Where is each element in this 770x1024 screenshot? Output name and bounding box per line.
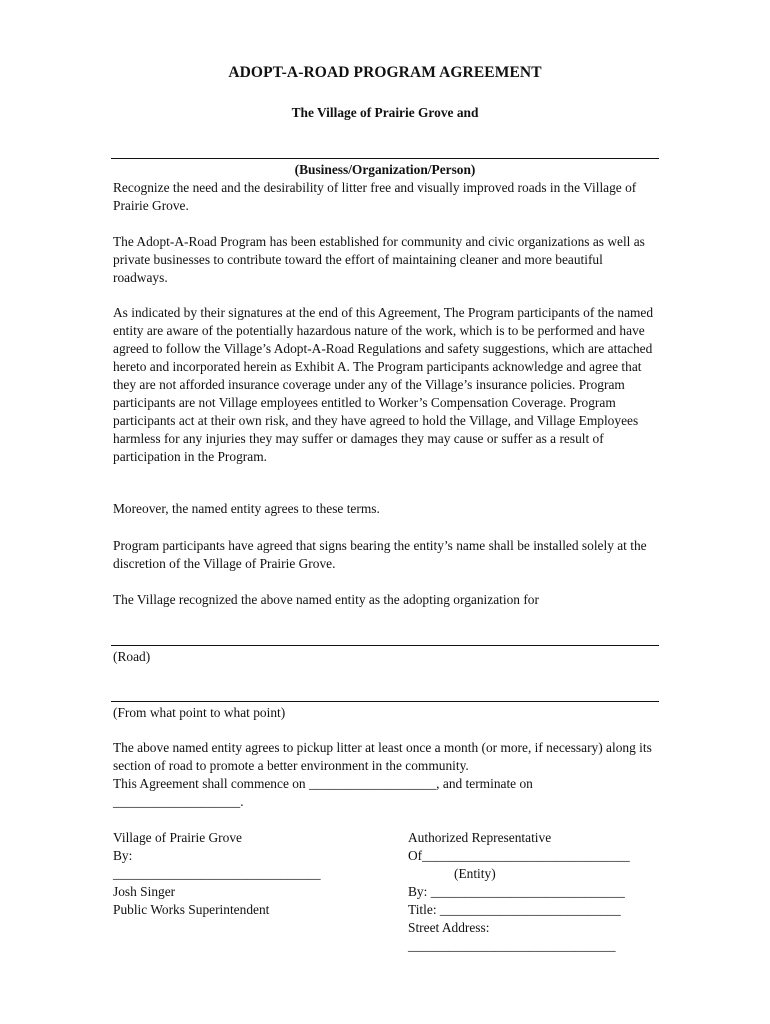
road-line[interactable] — [111, 645, 659, 646]
paragraph-program — [113, 233, 658, 287]
entity-heading: Authorized Representative — [408, 830, 552, 845]
entity-address-label: Street Address: — [408, 920, 490, 935]
paragraph-signs — [113, 537, 658, 573]
paragraph-text: Recognize the need and the desirability of litter free and visually improved roads in the Village of Prairie Grove. — [113, 180, 637, 213]
village-org: Village of Prairie Grove — [113, 830, 242, 845]
party-name-line[interactable] — [111, 158, 659, 159]
village-signature-line[interactable]: _______________________________ — [113, 866, 321, 881]
entity-by-line[interactable]: By: _____________________________ — [408, 884, 625, 899]
points-label: (From what point to what point) — [113, 705, 286, 720]
paragraph-text: As indicated by their signatures at the end of this Agreement, The Program participants of the named entity are aware of the potentially hazardous nature of the work, which is to be performed and have agreed to follow the Village’s Adopt-A-Road Regulations and safety suggestions, which are attached hereto and incorporated herein as Exhibit A. The Program participants acknowledge and agree that they are not afforded insurance coverage under any of the Village’s insurance policies. Program participants are not Village employees entitled to Worker’s Compensation Coverage. Program participants act at their own risk, and they have agreed to hold the Village, and Village Employees harmless for any injuries they may suffer or damages they may cause or suffer as a result of participation in the Program. — [113, 305, 654, 464]
entity-address-line[interactable]: _______________________________ — [408, 938, 616, 953]
village-by: By: — [113, 848, 133, 863]
commence-line[interactable]: This Agreement shall commence on ___________________, and terminate on — [113, 776, 533, 791]
party-label: (Business/Organization/Person) — [294, 162, 476, 177]
paragraph-text: The above named entity agrees to pickup litter at least once a month (or more, if necessary) along its section of road to promote a better environment in the community. — [113, 740, 652, 773]
paragraph-text: The Adopt-A-Road Program has been established for community and civic organizations as well as private businesses to contribute toward the effort of maintaining cleaner and more beautiful roadways. — [113, 234, 645, 285]
paragraph-adopting — [113, 591, 658, 609]
road-label: (Road) — [113, 649, 151, 664]
village-signer-name: Josh Singer — [113, 884, 176, 899]
terminate-line[interactable]: ___________________. — [113, 794, 244, 809]
entity-label: (Entity) — [454, 866, 496, 881]
village-signature-block — [113, 829, 373, 919]
paragraph-signatures — [113, 304, 658, 466]
paragraph-moreover — [113, 500, 658, 518]
page-title: ADOPT-A-ROAD PROGRAM AGREEMENT — [228, 64, 542, 81]
village-signer-role: Public Works Superintendent — [113, 902, 270, 917]
paragraph-recognize — [113, 179, 658, 215]
entity-signature-block — [408, 829, 668, 955]
points-line[interactable] — [111, 701, 659, 702]
entity-title-line[interactable]: Title: ___________________________ — [408, 902, 621, 917]
entity-of-line[interactable]: Of_______________________________ — [408, 848, 630, 863]
paragraph-text: Moreover, the named entity agrees to these terms. — [113, 501, 380, 516]
paragraph-text: The Village recognized the above named entity as the adopting organization for — [113, 592, 539, 607]
page-subtitle: The Village of Prairie Grove and — [291, 105, 479, 120]
paragraph-pickup — [113, 739, 658, 811]
paragraph-text: Program participants have agreed that signs bearing the entity’s name shall be installed solely at the discretion of the Village of Prairie Grove. — [113, 538, 647, 571]
